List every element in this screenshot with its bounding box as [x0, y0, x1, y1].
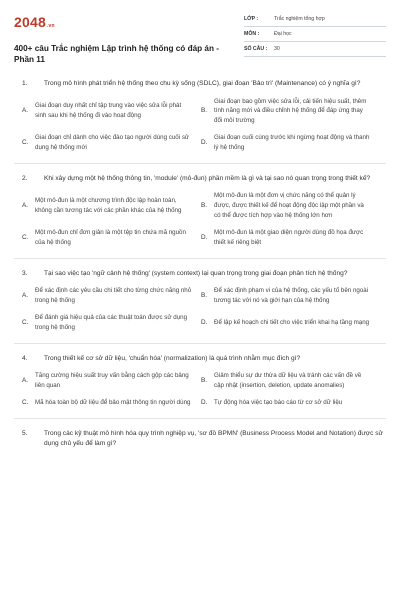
question-number: 2. — [22, 175, 28, 183]
option-letter: D. — [201, 398, 208, 406]
option-text: Một mô-đun là một giao diện người dùng đồ họa được thiết kế riêng biệt — [214, 229, 364, 247]
option-text: Mã hóa toàn bộ dữ liệu để bảo mật thông tin người dùng — [35, 399, 191, 407]
option-text: Một mô-đun là một chương trình độc lập hoàn toàn, không cần tương tác với các phần khác của hệ thống — [35, 197, 182, 215]
meta-table — [244, 12, 386, 57]
question-stem — [14, 79, 386, 89]
option-text: Một mô-đun chỉ đơn giản là một tệp tin chứa mã nguồn của hệ thống — [35, 229, 186, 247]
question-divider — [14, 418, 386, 419]
option-text: Tự động hóa việc tạo báo cáo từ cơ sở dữ liệu — [214, 399, 343, 407]
question-divider — [14, 163, 386, 164]
meta-key: LỚP : — [244, 16, 259, 22]
answer-option-b[interactable] — [201, 97, 380, 127]
option-text: Giai đoạn bao gồm việc sửa lỗi, cải tiến hiệu suất, thêm tính năng mới và điều chỉnh hệ thống để đáp ứng thay đổi môi trường — [214, 97, 367, 125]
option-text: Để đánh giá hiệu quả của các thuật toán được sử dụng trong hệ thống — [35, 314, 188, 331]
question-divider — [14, 258, 386, 259]
meta-value: Trắc nghiệm tổng hợp — [274, 16, 325, 22]
option-text: Để lập kế hoạch chi tiết cho việc triển khai hạ tầng mạng — [214, 318, 370, 326]
site-logo[interactable] — [14, 14, 55, 30]
question-stem — [14, 269, 386, 279]
question-stem — [14, 429, 386, 449]
question-text: Trong mô hình phát triển hệ thống theo chu kỳ sống (SDLC), giai đoạn 'Bảo trì' (Maintenance) có ý nghĩa gì? — [44, 80, 361, 88]
option-letter: D. — [201, 318, 208, 326]
option-letter: A. — [22, 376, 29, 384]
answer-option-c[interactable] — [22, 228, 201, 248]
answer-options — [22, 286, 380, 333]
meta-row-subject — [244, 27, 386, 42]
question-number: 1. — [22, 80, 28, 88]
option-letter: C. — [22, 139, 29, 147]
answer-option-c[interactable] — [22, 313, 201, 333]
option-letter: A. — [22, 291, 29, 299]
option-letter: C. — [22, 318, 29, 326]
answer-option-a[interactable] — [22, 286, 201, 306]
option-letter: C. — [22, 398, 29, 406]
question-number: 5. — [22, 430, 28, 438]
meta-value: Đại học — [274, 31, 292, 37]
question-text: Trong thiết kế cơ sở dữ liệu, 'chuẩn hóa' (normalization) là quá trình nhằm mục đích gì? — [44, 354, 301, 362]
answer-options — [22, 97, 380, 154]
meta-key: SỐ CÂU : — [244, 46, 268, 52]
option-letter: A. — [22, 107, 29, 115]
option-text: Giai đoạn duy nhất chỉ tập trung vào việc sửa lỗi phát sinh sau khi hệ thống đi vào hoạt động — [35, 102, 182, 120]
option-letter: D. — [201, 139, 208, 147]
option-text: Giai đoạn chỉ dành cho việc đào tạo người dùng cuối sử dụng hệ thống mới — [35, 134, 190, 152]
meta-row-class — [244, 12, 386, 27]
question-stem — [14, 174, 386, 184]
question-text: Khi xây dựng một hệ thống thông tin, 'module' (mô-đun) phần mềm là gì và tại sao nó quan trọng trong thiết kế? — [44, 175, 371, 183]
question-item — [14, 429, 386, 449]
question-number: 4. — [22, 354, 28, 362]
meta-row-count — [244, 42, 386, 57]
answer-option-d[interactable] — [201, 228, 380, 248]
question-divider — [14, 343, 386, 344]
answer-option-b[interactable] — [201, 191, 380, 221]
question-item — [14, 354, 386, 419]
answer-options — [22, 191, 380, 248]
question-item — [14, 174, 386, 259]
answer-options — [22, 371, 380, 408]
option-letter: D. — [201, 233, 208, 241]
answer-option-d[interactable] — [201, 313, 380, 333]
option-text: Tăng cường hiệu suất truy vấn bằng cách gộp các bảng liên quan — [35, 372, 189, 390]
question-list — [14, 79, 386, 449]
answer-option-b[interactable] — [201, 371, 380, 391]
question-item — [14, 269, 386, 344]
option-letter: B. — [201, 202, 208, 210]
option-letter: C. — [22, 233, 29, 241]
answer-option-a[interactable] — [22, 97, 201, 127]
question-item — [14, 79, 386, 164]
option-letter: B. — [201, 376, 208, 384]
option-letter: B. — [201, 107, 208, 115]
document-title: 400+ câu Trắc nghiệm Lập trình hệ thống có đáp án - Phần 11 — [14, 44, 219, 64]
option-text: Để xác định phạm vi của hệ thống, các yếu tố bên ngoài tương tác với nó và giới hạn của hệ thống — [214, 287, 369, 305]
option-text: Giảm thiểu sự dư thừa dữ liệu và tránh các vấn đề về cập nhật (insertion, deletion, update anomalies) — [214, 372, 362, 390]
option-letter: A. — [22, 202, 29, 210]
question-text: Tại sao việc tạo 'ngữ cảnh hệ thống' (system context) lại quan trọng trong giai đoạn phân tích hệ thống? — [44, 269, 348, 277]
question-stem — [14, 354, 386, 364]
meta-key: MÔN : — [244, 31, 260, 37]
question-text: Trong các kỹ thuật mô hình hóa quy trình nghiệp vụ, 'sơ đồ BPMN' (Business Process Model and Notation) được sử dụng chủ yếu để làm gì? — [44, 430, 383, 448]
meta-value: 30 — [274, 46, 280, 52]
answer-option-d[interactable] — [201, 133, 380, 153]
answer-option-a[interactable] — [22, 371, 201, 391]
brand-block — [14, 12, 236, 65]
option-text: Một mô-đun là một đơn vị chức năng có thể quản lý được, được thiết kế để hoạt động độc lập một phần và có thể được tích hợp vào hệ thống lớn hơn — [214, 192, 364, 220]
option-text: Giai đoạn cuối cùng trước khi ngừng hoạt động và thanh lý hệ thống — [214, 134, 370, 152]
answer-option-a[interactable] — [22, 191, 201, 221]
logo-text: 2048 — [14, 14, 46, 30]
question-number: 3. — [22, 269, 28, 277]
document-header — [14, 12, 386, 65]
answer-option-c[interactable] — [22, 398, 201, 408]
answer-option-c[interactable] — [22, 133, 201, 153]
logo-suffix: .vn — [46, 23, 55, 29]
answer-option-d[interactable] — [201, 398, 380, 408]
option-letter: B. — [201, 291, 208, 299]
answer-option-b[interactable] — [201, 286, 380, 306]
option-text: Để xác định các yêu cầu chi tiết cho từng chức năng nhỏ trong hệ thống — [35, 287, 192, 305]
